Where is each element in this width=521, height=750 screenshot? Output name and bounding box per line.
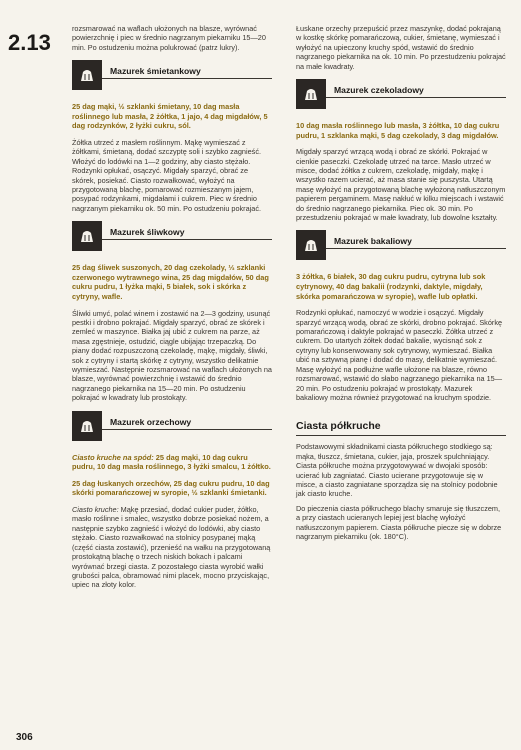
recipe-title: Mazurek bakaliowy <box>334 236 416 246</box>
cake-icon <box>296 79 326 109</box>
recipe-ingredients <box>72 453 272 472</box>
recipe-ingredients-2: 25 dag łuskanych orzechów, 25 dag cukru pudru, 10 dag skórki pomarańczowej w syropie, ½ szklanki śmietanki. <box>72 478 270 498</box>
cake-icon <box>296 230 326 260</box>
divider <box>72 429 272 430</box>
method-text: Mąkę przesiać, dodać cukier puder, żółtko, masło roślinne i smalec, wszystko dobrze posiekać nożem, a następnie szybko zagnieść i włożyć do lodówki, aby ciasto stężało. Ciasto rozwałkować na stolnicy posypanej mąką (część ciasta zostawić), przenieść na wałku na przygotowaną prostokątną blachę o trzech niskich bokach i palcami wyrównać brzegi ciasta. Z pozostałego ciasta wyrobić wałki grubości palca, obramować nimi placek, mocno przyciskając, upiec na złoty kolor. <box>72 505 271 590</box>
divider <box>296 248 506 249</box>
method-label: Ciasto kruche: <box>72 505 119 515</box>
cake-icon <box>72 411 102 441</box>
recipe-header-orzechowy <box>72 409 272 443</box>
recipe-header-sliwkowy <box>72 219 272 253</box>
recipe-title: Mazurek śmietankowy <box>110 66 205 76</box>
recipe-method: Śliwki umyć, polać winem i zostawić na 2—3 godziny, usunąć pestki i drobno pokrajać. Migdały sparzyć, obrać ze skórek i zemleć w maszynce. Białka jaj ubić z cukrem na parze, aż masa zgęstnieje, ostudzić, ciągle ubijając trzepaczką. Do piany dodać rozpuszczoną czekoladę, mąkę, migdały, śliwki, sok z cytryny i startą skórkę z cytryny, wszystko delikatnie wymieszać. Następnie rozsmarować na waflach ułożonych na blasze, wyrównać powierzchnię i wstawić do średnio nagrzanego piekarnika na 15—20 min. Po ostudzeniu pokrajać w kwadraty lub prostokąty. <box>72 308 272 403</box>
section-paragraph: Do pieczenia ciasta półkruchego blachy smaruje się tłuszczem, a przy ciastach ucieranych lepiej jest blachę wyłożyć natłuszczonym papierem. Ciasta półkruche piecze się w dobrze nagrzanym piekarniku (ok. 180°C). <box>296 503 502 541</box>
section-paragraph: Podstawowymi składnikami ciasta półkruchego stodkiego są: mąka, tłuszcz, śmietana, cukier, jaja, proszek spulchniający. Ciasta półkruche można przygotowywać w dwojaki sposób: ucierać lub zagniatać. Ciasto ucierane przygotowuje się w misce, a ciasto zagniatane sporządza się na stolnicy podobnie jak ciasto kruche. <box>296 442 498 499</box>
page-number: 306 <box>16 732 33 743</box>
recipe-method: Migdały sparzyć wrzącą wodą i obrać ze skórki. Pokrajać w cienkie paseczki. Czekoladę utrzeć na tarce. Masło utrzeć w misce, dodać żółtka z cukrem, czekoladę, migdały, mąkę i wszystko razem ucierać, aż masa stanie się puszysta. Utartą masę wyłożyć na przygotowaną blachę wyłożoną natłuszczonym papierem pergaminem. Masę nakłuć w kilku miejscach i wstawić do średnio nagrzanego piekarnika. Piec ok. 30 min. Po przestudzeniu pokrajać w małe kwadraty, lub dowolne kształty. <box>296 147 506 223</box>
recipe-header-smietankowy <box>72 58 272 92</box>
section-number: 2.13 <box>8 30 51 55</box>
ingredients-text: 25 dag mąki, 10 dag cukru pudru, 10 dag masła roślinnego, 3 łyżki smalcu, 1 żółtko. <box>72 452 271 472</box>
intro-text: Łuskane orzechy przepuścić przez maszynkę, dodać pokrajaną w kostkę skórkę pomarańczową, cukier, śmietanę, wymieszać i wyłożyć na upieczony kruchy spód, wstawić do średnio nagrzanego piekarnika na ok. 10 min. Po przestudzeniu pokrajać na małe kwadraty. <box>296 24 506 71</box>
left-column <box>72 24 272 595</box>
recipe-method: Żółtka utrzeć z masłem roślinnym. Mąkę wymieszać z żółtkami, śmietaną, dodać szczyptę soli i szybko zagnieść. Włożyć do lodówki na 1—2 godziny, aby ciasto stężało. Rodzynki opłukać, osączyć. Migdały sparzyć, obrać ze skórek, posiekać. Ciasto rozwałkować, wyłożyć na przygotowaną blachę, pomarować rozmieszanym jajem, posypać rodzynkami, migdałami i cukrem. Piec w średnio nagrzanym piekarniku ok. 50 min. Po ostudzeniu pokrajać. <box>72 138 262 213</box>
recipe-ingredients: 3 żółtka, 6 białek, 30 dag cukru pudru, cytryna lub sok cytrynowy, 40 dag bakalii (rodzynki, daktyle, migdały, skórka pomarańczowa w syropie), wafle lub opłatki. <box>296 272 486 301</box>
recipe-ingredients: 10 dag masła roślinnego lub masła, 3 żółtka, 10 dag cukru pudru, 1 szklanka mąki, 5 dag czekolady, 3 dag migdałów. <box>296 121 500 140</box>
recipe-title: Mazurek orzechowy <box>110 417 195 427</box>
recipe-header-bakaliowy <box>296 228 506 262</box>
recipe-method <box>72 505 272 590</box>
intro-text: rozsmarować na waflach ułożonych na blasze, wyrównać powierzchnię i piec w średnio nagrzanym piekarniku 15—20 min. Po ostudzeniu można polukrować (patrz lukry). <box>72 24 266 52</box>
recipe-method: Rodzynki opłukać, namoczyć w wodzie i osączyć. Migdały sparzyć wrzącą wodą, obrać ze skórki, drobno pokrajać. Skórkę pomarańczową i daktyle pokrajać w paseczki. Żółtka utrzeć z cukrem. Do utartych żółtek dodać bakalie, wycisnąć sok z cytryny lub konserwowany sok cytrynowy, wymieszać. Białka ubić na sztywną pianę i dodać do masy, delikatnie wymieszać. Masę wyłożyć na podłużne wafle ułożone na blasze, równo rozsmarować, wstawić do słabo nagrzanego piekarnika na 15—20 min. Po ostudzeniu pokrajać w prostokąty. Mazurek bakaliowy można również przygotować na kruchym spodzie. <box>296 308 503 402</box>
divider <box>72 239 272 240</box>
recipe-ingredients: 25 dag mąki, ½ szklanki śmietany, 10 dag masła roślinnego lub masła, 2 żółtka, 1 jajo, 4 dag migdałów, 5 dag rodzynków, 2 łyżki cukru, sól. <box>72 102 268 131</box>
cake-icon <box>72 221 102 251</box>
right-column <box>296 24 506 546</box>
recipe-header-czekoladowy <box>296 77 506 111</box>
divider <box>72 78 272 79</box>
ingredients-label: Ciasto kruche na spód: <box>72 452 154 462</box>
recipe-ingredients: 25 dag śliwek suszonych, 20 dag czekolady, ⅓ szklanki czerwonego wytrawnego wina, 25 dag migdałów, 50 dag cukru pudru, 1 łyżka mąki, 5 białek, sok i skórka z cytryny, wafle. <box>72 263 269 302</box>
divider <box>296 97 506 98</box>
section-heading: Ciasta półkruche <box>296 420 506 436</box>
recipe-title: Mazurek czekoladowy <box>334 85 428 95</box>
recipe-title: Mazurek śliwkowy <box>110 227 189 237</box>
cake-icon <box>72 60 102 90</box>
